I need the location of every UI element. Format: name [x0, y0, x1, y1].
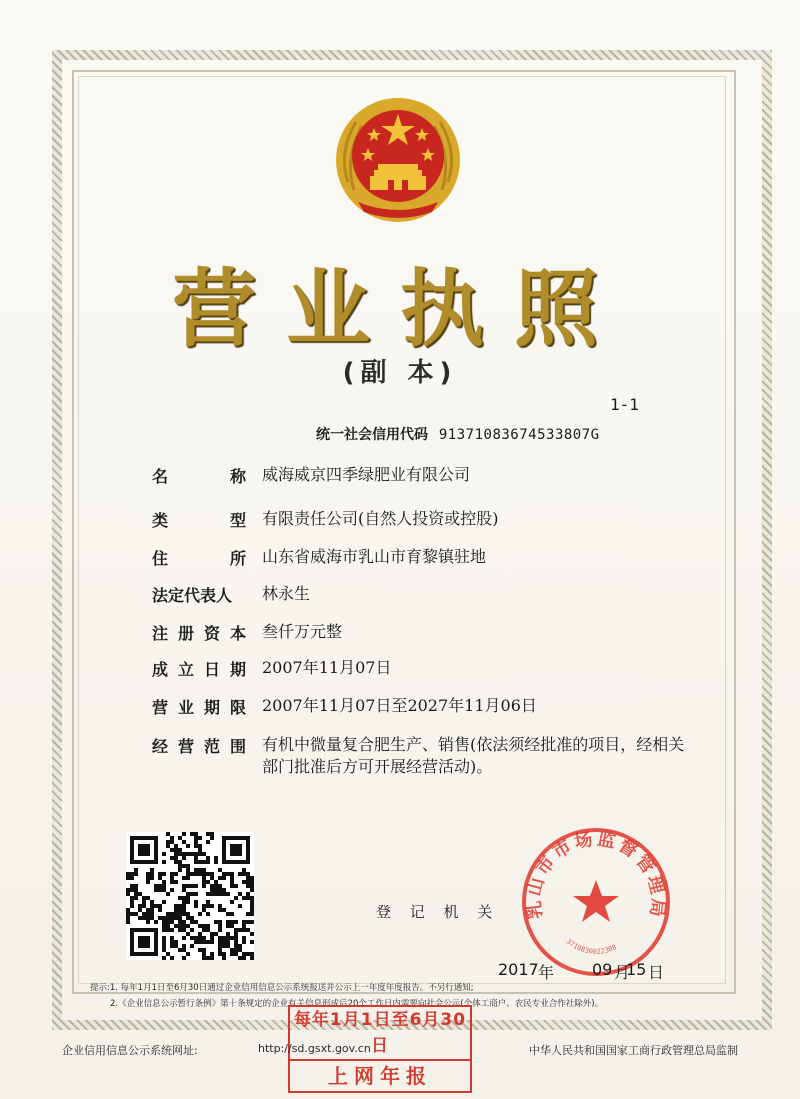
field-value-scope: 有机中微量复合肥生产、销售(依法须经批准的项目，经相关部门批准后方可开展经营活动)。 [262, 735, 685, 776]
field-value-capital: 叁仟万元整 [262, 622, 343, 641]
field-value-established: 2007年11月07日 [262, 658, 392, 677]
field-label: 住 所 [152, 549, 246, 568]
issue-date-month: 09 [592, 960, 613, 979]
field-value-term: 2007年11月07日至2027年11月06日 [262, 696, 537, 715]
official-seal [518, 824, 674, 980]
field-value-type: 有限责任公司(自然人投资或控股) [262, 509, 499, 528]
qr-code [126, 832, 254, 960]
issue-date-year: 2017 [498, 960, 539, 979]
field-row-capital [140, 621, 700, 644]
footer-issuer: 中华人民共和国国家工商行政管理总局监制 [529, 1044, 738, 1057]
notice-line-1: 提示:1. 每年1月1日至6月30日通过企业信用信息公示系统报送并公示上一年度年度报告。不另行通知; [90, 983, 474, 993]
issue-date-year-char: 年 [538, 963, 555, 982]
field-label: 名 称 [152, 467, 246, 486]
field-row-legal-rep [140, 583, 700, 606]
field-row-address [140, 546, 700, 569]
field-value-address: 山东省威海市乳山市育黎镇驻地 [262, 547, 487, 566]
footer-website-label: 企业信用信息公示系统网址: [62, 1044, 198, 1057]
footer-website-url[interactable]: http://sd.gsxt.gov.cn [258, 1042, 371, 1055]
credit-code-value: 91371083674533807G [438, 427, 600, 443]
field-label: 成 立 日 期 [152, 660, 246, 679]
notice-line-2: 2.《企业信息公示暂行条例》第十条规定的企业有关信息形成后20个工作日内需要向社会公示(个体工商户、农民专业合作社除外)。 [110, 999, 604, 1009]
svg-text:3710830022308: 3710830022308 [564, 937, 618, 956]
field-label: 类 型 [152, 511, 246, 530]
issue-date-day: 15 [626, 960, 647, 979]
national-emblem-icon [328, 92, 468, 228]
field-row-term [140, 695, 700, 718]
copy-number: 1-1 [610, 395, 639, 414]
field-label: 注 册 资 本 [152, 624, 246, 643]
field-value-company-name: 威海威京四季绿肥业有限公司 [262, 465, 471, 484]
license-title: 营业执照 [171, 260, 628, 358]
svg-text:乳山市市场监督管理局: 乳山市市场监督管理局 [523, 828, 669, 921]
license-subtitle: (副 本) [342, 358, 458, 388]
stamp-line-1: 每年1月1日至6月30日 [290, 1007, 470, 1061]
field-label: 法定代表人 [152, 586, 233, 605]
issue-date-month-char: 月 [614, 963, 631, 982]
field-value-legal-rep: 林永生 [262, 584, 311, 603]
field-label: 经 营 范 围 [152, 737, 246, 756]
field-label: 营 业 期 限 [152, 698, 246, 717]
registration-authority-label: 登 记 机 关 [376, 903, 500, 921]
credit-code-line [316, 424, 600, 444]
field-row-scope [140, 734, 700, 778]
field-row-type [140, 508, 700, 531]
credit-code-label: 统一社会信用代码 [316, 427, 428, 443]
field-row-established [140, 657, 700, 680]
stamp-line-2: 上网年报 [328, 1064, 432, 1088]
field-row-name [140, 464, 700, 487]
issue-date-day-char: 日 [648, 963, 665, 982]
